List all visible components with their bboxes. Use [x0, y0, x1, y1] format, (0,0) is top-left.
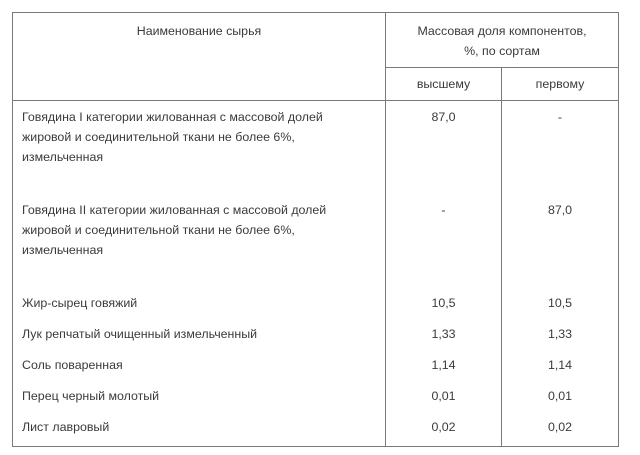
value-cell: 1,33: [547, 327, 573, 341]
header-grade-top: [386, 68, 502, 101]
row-name-line: Говядина I категории жилованная с массовой долей: [22, 110, 323, 124]
value-cell: 0,02: [547, 420, 573, 434]
ingredients-column: [13, 101, 386, 447]
header-grade-top-label: высшему: [416, 77, 471, 91]
value-cell: 1,33: [431, 327, 456, 341]
value-cell: 87,0: [431, 110, 456, 124]
row-name-line: Жир-сырец говяжий: [22, 296, 138, 310]
value-cell: -: [441, 203, 446, 217]
header-raw-material: [13, 13, 386, 101]
table-row: [22, 107, 377, 167]
value-cell: 1,14: [547, 358, 573, 372]
header-raw-material-label: Наименование сырья: [136, 24, 262, 38]
header-row: [13, 13, 619, 68]
row-name-line: измельченная: [22, 150, 104, 164]
row-name-line: Говядина II категории жилованная с массовой долей: [22, 203, 327, 217]
value-cell: 1,14: [431, 358, 456, 372]
value-cell: 87,0: [547, 203, 573, 217]
table-body-row: [13, 101, 619, 447]
value-cell: 0,01: [431, 389, 456, 403]
value-cell: 0,02: [431, 420, 456, 434]
value-cell: -: [557, 110, 563, 124]
header-grade-first-label: первому: [535, 77, 585, 91]
grade-first-column: [502, 101, 619, 447]
recipe-table: [12, 12, 619, 447]
row-name-line: жировой и соединительной ткани не более 6%,: [22, 223, 295, 237]
row-name-line: Соль поваренная: [22, 358, 123, 372]
value-cell: 0,01: [547, 389, 573, 403]
row-name-line: Лист лавровый: [22, 420, 110, 434]
row-name-line: жировой и соединительной ткани не более 6%,: [22, 130, 295, 144]
value-cell: 10,5: [547, 296, 573, 310]
value-cell: 10,5: [431, 296, 456, 310]
table-row: [22, 200, 377, 260]
grade-top-column: [386, 101, 502, 447]
row-name-line: Лук репчатый очищенный измельченный: [22, 327, 258, 341]
header-grade-first: [502, 68, 619, 101]
header-mass-fraction: [386, 13, 619, 68]
header-mass-fraction-line1: Массовая доля компонентов,: [417, 24, 587, 38]
header-mass-fraction-line2: %, по сортам: [464, 44, 540, 58]
row-name-line: измельченная: [22, 243, 104, 257]
row-name-line: Перец черный молотый: [22, 389, 160, 403]
